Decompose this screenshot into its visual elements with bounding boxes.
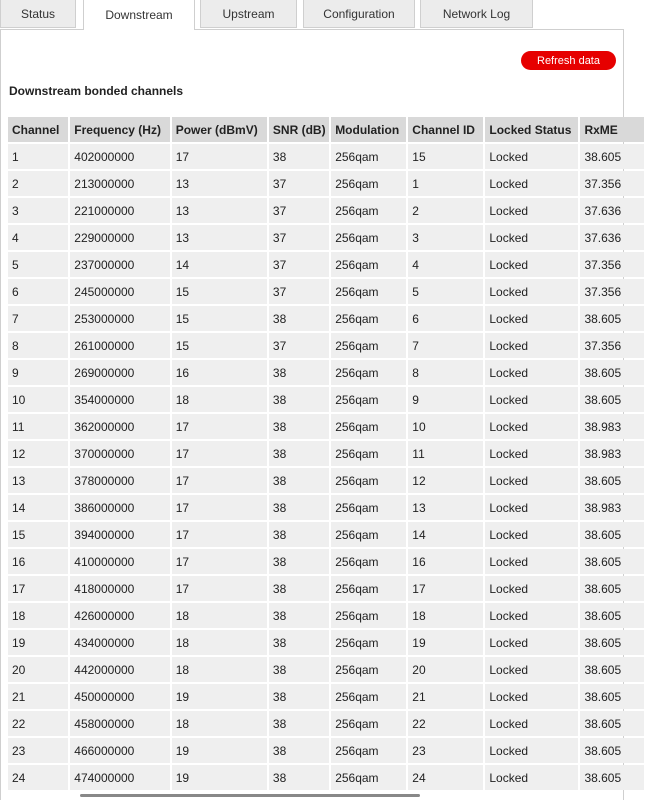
cell-frequency: 245000000 bbox=[70, 279, 169, 304]
table-row bbox=[8, 198, 644, 223]
cell-frequency: 237000000 bbox=[70, 252, 169, 277]
table-row bbox=[8, 684, 644, 709]
cell-channel: 21 bbox=[8, 684, 68, 709]
cell-channel-id: 16 bbox=[408, 549, 483, 574]
cell-frequency: 426000000 bbox=[70, 603, 169, 628]
cell-rxmer: 38.605 bbox=[580, 711, 644, 736]
cell-rxmer: 38.605 bbox=[580, 630, 644, 655]
cell-frequency: 362000000 bbox=[70, 414, 169, 439]
cell-modulation: 256qam bbox=[331, 549, 406, 574]
cell-power: 17 bbox=[172, 576, 267, 601]
cell-power: 15 bbox=[172, 333, 267, 358]
column-header-channel-id: Channel ID bbox=[408, 117, 483, 142]
cell-channel-id: 9 bbox=[408, 387, 483, 412]
cell-channel: 15 bbox=[8, 522, 68, 547]
cell-snr: 38 bbox=[269, 630, 329, 655]
cell-channel-id: 11 bbox=[408, 441, 483, 466]
cell-rxmer: 38.605 bbox=[580, 549, 644, 574]
cell-channel-id: 1 bbox=[408, 171, 483, 196]
cell-channel-id: 22 bbox=[408, 711, 483, 736]
cell-snr: 38 bbox=[269, 306, 329, 331]
cell-locked-status: Locked bbox=[485, 306, 578, 331]
cell-channel-id: 12 bbox=[408, 468, 483, 493]
cell-frequency: 261000000 bbox=[70, 333, 169, 358]
cell-locked-status: Locked bbox=[485, 576, 578, 601]
cell-snr: 38 bbox=[269, 657, 329, 682]
cell-frequency: 418000000 bbox=[70, 576, 169, 601]
table-row bbox=[8, 549, 644, 574]
cell-power: 18 bbox=[172, 657, 267, 682]
cell-locked-status: Locked bbox=[485, 198, 578, 223]
cell-channel: 1 bbox=[8, 144, 68, 169]
cell-frequency: 402000000 bbox=[70, 144, 169, 169]
downstream-channels-table bbox=[6, 115, 646, 792]
cell-power: 17 bbox=[172, 414, 267, 439]
cell-locked-status: Locked bbox=[485, 522, 578, 547]
cell-channel-id: 13 bbox=[408, 495, 483, 520]
cell-locked-status: Locked bbox=[485, 387, 578, 412]
cell-channel-id: 3 bbox=[408, 225, 483, 250]
cell-frequency: 394000000 bbox=[70, 522, 169, 547]
cell-channel-id: 8 bbox=[408, 360, 483, 385]
cell-channel: 24 bbox=[8, 765, 68, 790]
cell-snr: 38 bbox=[269, 414, 329, 439]
cell-channel-id: 17 bbox=[408, 576, 483, 601]
cell-channel: 10 bbox=[8, 387, 68, 412]
cell-snr: 38 bbox=[269, 549, 329, 574]
cell-rxmer: 38.605 bbox=[580, 306, 644, 331]
table-row bbox=[8, 630, 644, 655]
cell-channel: 11 bbox=[8, 414, 68, 439]
cell-modulation: 256qam bbox=[331, 738, 406, 763]
cell-power: 19 bbox=[172, 765, 267, 790]
cell-modulation: 256qam bbox=[331, 522, 406, 547]
cell-power: 17 bbox=[172, 495, 267, 520]
column-header-channel: Channel bbox=[8, 117, 68, 142]
cell-channel: 18 bbox=[8, 603, 68, 628]
cell-snr: 37 bbox=[269, 198, 329, 223]
tab-configuration[interactable]: Configuration bbox=[303, 0, 415, 28]
cell-frequency: 466000000 bbox=[70, 738, 169, 763]
cell-frequency: 221000000 bbox=[70, 198, 169, 223]
cell-power: 17 bbox=[172, 549, 267, 574]
cell-rxmer: 37.356 bbox=[580, 252, 644, 277]
cell-channel: 16 bbox=[8, 549, 68, 574]
cell-channel-id: 21 bbox=[408, 684, 483, 709]
cell-rxmer: 38.605 bbox=[580, 522, 644, 547]
cell-channel: 2 bbox=[8, 171, 68, 196]
table-row bbox=[8, 333, 644, 358]
cell-channel-id: 5 bbox=[408, 279, 483, 304]
cell-modulation: 256qam bbox=[331, 468, 406, 493]
cell-frequency: 386000000 bbox=[70, 495, 169, 520]
cell-modulation: 256qam bbox=[331, 306, 406, 331]
column-header-power: Power (dBmV) bbox=[172, 117, 267, 142]
cell-modulation: 256qam bbox=[331, 252, 406, 277]
cell-channel-id: 19 bbox=[408, 630, 483, 655]
table-row bbox=[8, 225, 644, 250]
cell-rxmer: 38.983 bbox=[580, 495, 644, 520]
cell-rxmer: 38.983 bbox=[580, 414, 644, 439]
cell-channel-id: 7 bbox=[408, 333, 483, 358]
cell-locked-status: Locked bbox=[485, 468, 578, 493]
cell-power: 16 bbox=[172, 360, 267, 385]
cell-locked-status: Locked bbox=[485, 657, 578, 682]
cell-modulation: 256qam bbox=[331, 387, 406, 412]
cell-locked-status: Locked bbox=[485, 333, 578, 358]
cell-frequency: 474000000 bbox=[70, 765, 169, 790]
cell-locked-status: Locked bbox=[485, 279, 578, 304]
cell-power: 19 bbox=[172, 684, 267, 709]
table-row bbox=[8, 252, 644, 277]
table-row bbox=[8, 306, 644, 331]
cell-channel: 12 bbox=[8, 441, 68, 466]
cell-frequency: 410000000 bbox=[70, 549, 169, 574]
cell-channel-id: 2 bbox=[408, 198, 483, 223]
cell-power: 13 bbox=[172, 171, 267, 196]
cell-channel: 3 bbox=[8, 198, 68, 223]
cell-power: 17 bbox=[172, 144, 267, 169]
cell-channel-id: 6 bbox=[408, 306, 483, 331]
tab-status[interactable]: Status bbox=[0, 0, 76, 28]
horizontal-scrollbar[interactable] bbox=[80, 794, 420, 797]
cell-power: 17 bbox=[172, 468, 267, 493]
table-row bbox=[8, 765, 644, 790]
cell-rxmer: 38.605 bbox=[580, 144, 644, 169]
table-row bbox=[8, 468, 644, 493]
table-row bbox=[8, 144, 644, 169]
cell-power: 17 bbox=[172, 441, 267, 466]
cell-modulation: 256qam bbox=[331, 279, 406, 304]
cell-rxmer: 38.605 bbox=[580, 387, 644, 412]
cell-snr: 38 bbox=[269, 468, 329, 493]
cell-rxmer: 38.983 bbox=[580, 441, 644, 466]
cell-rxmer: 37.356 bbox=[580, 279, 644, 304]
cell-snr: 38 bbox=[269, 522, 329, 547]
cell-rxmer: 38.605 bbox=[580, 765, 644, 790]
cell-snr: 37 bbox=[269, 279, 329, 304]
cell-modulation: 256qam bbox=[331, 711, 406, 736]
cell-modulation: 256qam bbox=[331, 333, 406, 358]
cell-snr: 38 bbox=[269, 684, 329, 709]
cell-locked-status: Locked bbox=[485, 549, 578, 574]
cell-locked-status: Locked bbox=[485, 738, 578, 763]
cell-locked-status: Locked bbox=[485, 603, 578, 628]
cell-frequency: 229000000 bbox=[70, 225, 169, 250]
column-header-locked-status: Locked Status bbox=[485, 117, 578, 142]
cell-channel: 14 bbox=[8, 495, 68, 520]
tab-upstream[interactable]: Upstream bbox=[200, 0, 297, 28]
cell-modulation: 256qam bbox=[331, 171, 406, 196]
cell-power: 19 bbox=[172, 738, 267, 763]
cell-channel-id: 15 bbox=[408, 144, 483, 169]
cell-rxmer: 38.605 bbox=[580, 576, 644, 601]
cell-locked-status: Locked bbox=[485, 171, 578, 196]
cell-power: 18 bbox=[172, 603, 267, 628]
table-row bbox=[8, 522, 644, 547]
table-row bbox=[8, 657, 644, 682]
section-title: Downstream bonded channels bbox=[9, 84, 184, 98]
cell-locked-status: Locked bbox=[485, 144, 578, 169]
cell-channel-id: 4 bbox=[408, 252, 483, 277]
cell-snr: 38 bbox=[269, 603, 329, 628]
cell-locked-status: Locked bbox=[485, 711, 578, 736]
cell-snr: 38 bbox=[269, 711, 329, 736]
cell-snr: 38 bbox=[269, 144, 329, 169]
channels-table-viewport[interactable] bbox=[6, 115, 622, 796]
cell-rxmer: 37.636 bbox=[580, 198, 644, 223]
table-row bbox=[8, 576, 644, 601]
table-row bbox=[8, 711, 644, 736]
cell-modulation: 256qam bbox=[331, 441, 406, 466]
table-body bbox=[8, 144, 644, 790]
cell-channel: 6 bbox=[8, 279, 68, 304]
cell-channel: 13 bbox=[8, 468, 68, 493]
cell-modulation: 256qam bbox=[331, 225, 406, 250]
table-row bbox=[8, 603, 644, 628]
cell-power: 13 bbox=[172, 198, 267, 223]
cell-snr: 38 bbox=[269, 360, 329, 385]
cell-channel-id: 18 bbox=[408, 603, 483, 628]
cell-channel: 5 bbox=[8, 252, 68, 277]
cell-snr: 38 bbox=[269, 576, 329, 601]
cell-modulation: 256qam bbox=[331, 144, 406, 169]
cell-channel-id: 23 bbox=[408, 738, 483, 763]
column-header-frequency: Frequency (Hz) bbox=[70, 117, 169, 142]
column-header-modulation: Modulation bbox=[331, 117, 406, 142]
cell-locked-status: Locked bbox=[485, 252, 578, 277]
cell-power: 13 bbox=[172, 225, 267, 250]
cell-snr: 38 bbox=[269, 738, 329, 763]
cell-snr: 37 bbox=[269, 333, 329, 358]
cell-frequency: 253000000 bbox=[70, 306, 169, 331]
cell-rxmer: 38.605 bbox=[580, 360, 644, 385]
cell-locked-status: Locked bbox=[485, 441, 578, 466]
table-header-row bbox=[8, 117, 644, 142]
cell-channel-id: 14 bbox=[408, 522, 483, 547]
cell-locked-status: Locked bbox=[485, 225, 578, 250]
cell-channel: 22 bbox=[8, 711, 68, 736]
cell-snr: 37 bbox=[269, 171, 329, 196]
cell-power: 14 bbox=[172, 252, 267, 277]
table-row bbox=[8, 171, 644, 196]
table-row bbox=[8, 495, 644, 520]
table-row bbox=[8, 414, 644, 439]
cell-modulation: 256qam bbox=[331, 630, 406, 655]
cell-power: 17 bbox=[172, 522, 267, 547]
cell-channel: 8 bbox=[8, 333, 68, 358]
table-row bbox=[8, 279, 644, 304]
cell-power: 18 bbox=[172, 711, 267, 736]
cell-rxmer: 37.356 bbox=[580, 333, 644, 358]
cell-channel-id: 20 bbox=[408, 657, 483, 682]
cell-channel: 9 bbox=[8, 360, 68, 385]
cell-channel: 23 bbox=[8, 738, 68, 763]
cell-power: 18 bbox=[172, 630, 267, 655]
cell-frequency: 442000000 bbox=[70, 657, 169, 682]
cell-channel: 20 bbox=[8, 657, 68, 682]
column-header-rxmer: RxME bbox=[580, 117, 644, 142]
cell-frequency: 458000000 bbox=[70, 711, 169, 736]
cell-modulation: 256qam bbox=[331, 360, 406, 385]
cell-frequency: 378000000 bbox=[70, 468, 169, 493]
cell-modulation: 256qam bbox=[331, 657, 406, 682]
cell-frequency: 213000000 bbox=[70, 171, 169, 196]
cell-snr: 37 bbox=[269, 252, 329, 277]
refresh-data-button[interactable]: Refresh data bbox=[521, 51, 616, 70]
cell-locked-status: Locked bbox=[485, 360, 578, 385]
cell-snr: 38 bbox=[269, 387, 329, 412]
cell-channel: 17 bbox=[8, 576, 68, 601]
cell-power: 18 bbox=[172, 387, 267, 412]
cell-rxmer: 38.605 bbox=[580, 684, 644, 709]
cell-snr: 37 bbox=[269, 225, 329, 250]
cell-rxmer: 38.605 bbox=[580, 468, 644, 493]
cell-snr: 38 bbox=[269, 441, 329, 466]
cell-rxmer: 38.605 bbox=[580, 738, 644, 763]
cell-modulation: 256qam bbox=[331, 684, 406, 709]
cell-locked-status: Locked bbox=[485, 630, 578, 655]
tab-bar bbox=[0, 0, 634, 29]
cell-frequency: 450000000 bbox=[70, 684, 169, 709]
cell-frequency: 269000000 bbox=[70, 360, 169, 385]
table-row bbox=[8, 738, 644, 763]
cell-frequency: 370000000 bbox=[70, 441, 169, 466]
column-header-snr: SNR (dB) bbox=[269, 117, 329, 142]
tab-downstream[interactable]: Downstream bbox=[83, 0, 195, 30]
cell-rxmer: 38.605 bbox=[580, 603, 644, 628]
table-row bbox=[8, 441, 644, 466]
cell-frequency: 434000000 bbox=[70, 630, 169, 655]
cell-channel-id: 24 bbox=[408, 765, 483, 790]
cell-modulation: 256qam bbox=[331, 765, 406, 790]
cell-locked-status: Locked bbox=[485, 414, 578, 439]
cell-channel-id: 10 bbox=[408, 414, 483, 439]
cell-modulation: 256qam bbox=[331, 603, 406, 628]
cell-locked-status: Locked bbox=[485, 765, 578, 790]
cell-modulation: 256qam bbox=[331, 576, 406, 601]
cell-locked-status: Locked bbox=[485, 684, 578, 709]
tab-network-log[interactable]: Network Log bbox=[420, 0, 533, 28]
cell-modulation: 256qam bbox=[331, 198, 406, 223]
cell-power: 15 bbox=[172, 279, 267, 304]
table-row bbox=[8, 387, 644, 412]
cell-frequency: 354000000 bbox=[70, 387, 169, 412]
cell-rxmer: 37.356 bbox=[580, 171, 644, 196]
cell-locked-status: Locked bbox=[485, 495, 578, 520]
cell-rxmer: 37.636 bbox=[580, 225, 644, 250]
cell-channel: 19 bbox=[8, 630, 68, 655]
cell-modulation: 256qam bbox=[331, 495, 406, 520]
table-row bbox=[8, 360, 644, 385]
cell-rxmer: 38.605 bbox=[580, 657, 644, 682]
cell-snr: 38 bbox=[269, 765, 329, 790]
cell-channel: 7 bbox=[8, 306, 68, 331]
cell-snr: 38 bbox=[269, 495, 329, 520]
cell-modulation: 256qam bbox=[331, 414, 406, 439]
cell-power: 15 bbox=[172, 306, 267, 331]
cell-channel: 4 bbox=[8, 225, 68, 250]
